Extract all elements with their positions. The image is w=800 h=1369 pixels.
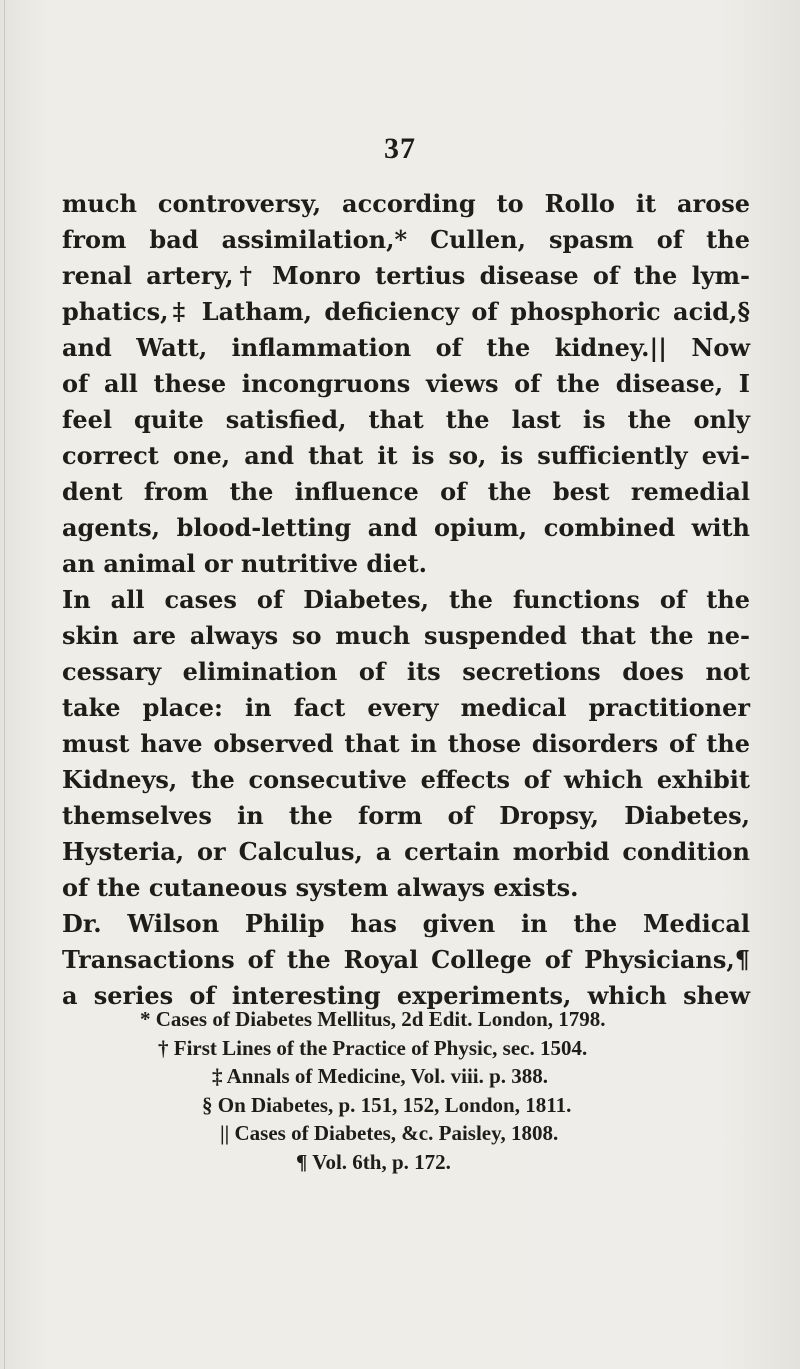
text-line: Kidneys, the consecutive effects of which exhibit xyxy=(62,765,750,794)
text-line: of the cutaneous system always exists. xyxy=(62,873,579,902)
page-number: 37 xyxy=(384,132,416,165)
text-line: Dr. Wilson Philip has given in the Medical xyxy=(62,909,750,938)
text-line: feel quite satisfied, that the last is the only xyxy=(62,405,750,434)
text-line: agents, blood-letting and opium, combined with xyxy=(62,513,750,542)
footnote: § On Diabetes, p. 151, 152, London, 1811. xyxy=(202,1092,572,1117)
text-line: Hysteria, or Calculus, a certain morbid condition xyxy=(62,837,750,866)
text-line: take place: in fact every medical practitioner xyxy=(62,693,750,722)
footnote: || Cases of Diabetes, &c. Paisley, 1808. xyxy=(220,1121,559,1145)
footnote: * Cases of Diabetes Mellitus, 2d Edit. London, 1798. xyxy=(140,1007,606,1031)
text-line: renal artery,† Monro tertius disease of the lym- xyxy=(62,261,750,290)
text-line: from bad assimilation,* Cullen, spasm of the xyxy=(62,225,750,254)
footnote: † First Lines of the Practice of Physic, sec. 1504. xyxy=(158,1035,588,1060)
text-line: a series of interesting experiments, which shew xyxy=(62,981,750,1010)
text-line: cessary elimination of its secretions does not xyxy=(62,657,750,686)
footnotes xyxy=(0,1005,800,1176)
text-line: of all these incongruons views of the disease, I xyxy=(62,369,750,398)
text-line: an animal or nutritive diet. xyxy=(62,549,428,578)
text-line: Transactions of the Royal College of Physicians,¶ xyxy=(62,945,750,974)
body-text xyxy=(62,186,750,1014)
text-line: must have observed that in those disorders of the xyxy=(62,729,750,758)
text-line: much controversy, according to Rollo it arose xyxy=(62,189,750,218)
text-line: skin are always so much suspended that the ne- xyxy=(62,621,750,650)
text-line: correct one, and that it is so, is sufficiently evi- xyxy=(62,441,750,470)
text-line: dent from the influence of the best remedial xyxy=(62,477,750,506)
text-line: phatics,‡ Latham, deficiency of phosphoric acid,§ xyxy=(62,297,750,326)
text-line: and Watt, inflammation of the kidney.|| Now xyxy=(62,333,750,362)
text-line: themselves in the form of Dropsy, Diabetes, xyxy=(62,801,750,830)
text-line: In all cases of Diabetes, the functions of the xyxy=(62,585,750,614)
footnote: ¶ Vol. 6th, p. 172. xyxy=(296,1149,451,1174)
footnote: ‡ Annals of Medicine, Vol. viii. p. 388. xyxy=(212,1064,549,1088)
